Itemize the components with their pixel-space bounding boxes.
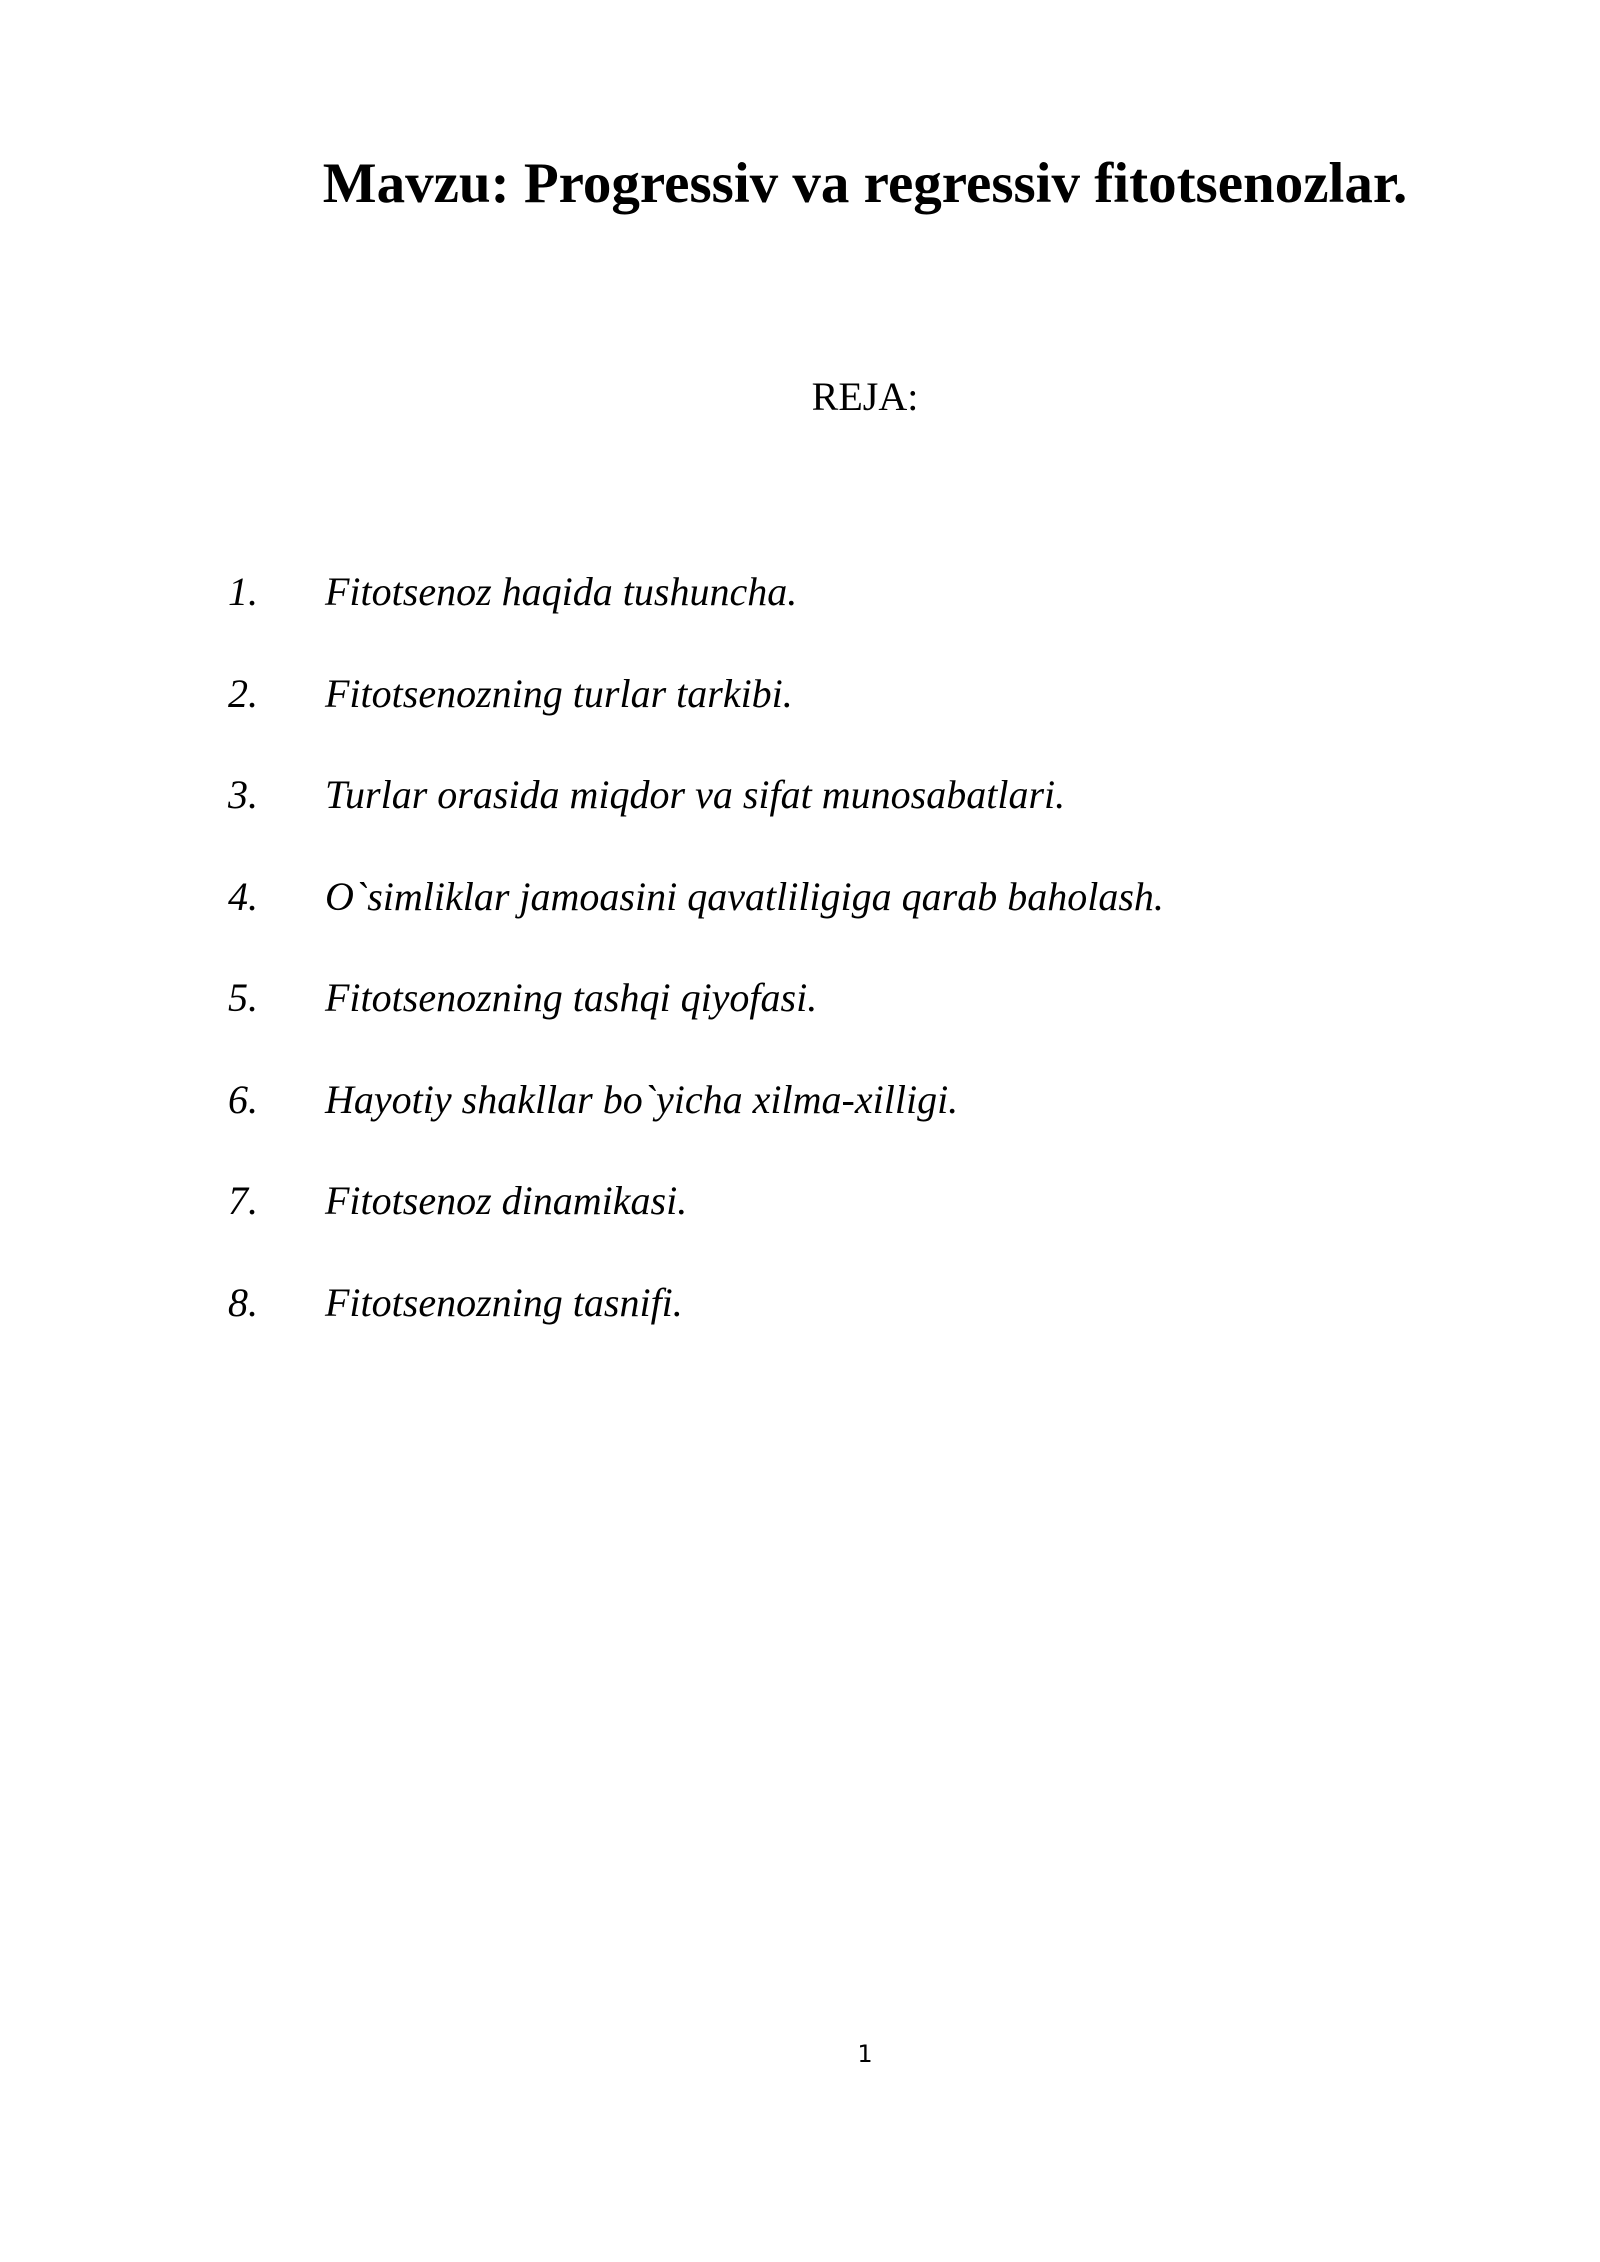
plan-item-text: Fitotsenozning tashqi qiyofasi.	[325, 975, 818, 1020]
plan-item-number: 5.	[228, 975, 258, 1020]
plan-item-text: Fitotsenoz haqida tushuncha.	[325, 569, 798, 614]
plan-item-text: Fitotsenozning turlar tarkibi.	[325, 670, 793, 716]
plan-item-number: 3.	[228, 772, 258, 817]
plan-item-number: 2.	[228, 670, 258, 716]
plan-item-text: Turlar orasida miqdor va sifat munosabatlari.	[325, 772, 1066, 817]
plan-item-number: 8.	[228, 1279, 258, 1325]
page-title: Mavzu: Progressiv va regressiv fitotsenozlar.	[322, 152, 1408, 215]
plan-item-number: 1.	[228, 569, 258, 614]
plan-item-text: Fitotsenoz dinamikasi.	[325, 1178, 688, 1223]
plan-heading: REJA:	[811, 374, 919, 419]
plan-item-number: 7.	[228, 1178, 258, 1223]
plan-item-text: O`simliklar jamoasini qavatliligiga qarab baholash.	[325, 873, 1164, 919]
page-number: 1	[857, 2040, 873, 2068]
plan-item-number: 4.	[228, 873, 258, 919]
plan-item-number: 6.	[228, 1076, 258, 1122]
plan-item-text: Fitotsenozning tasnifi.	[325, 1279, 683, 1325]
plan-item-text: Hayotiy shakllar bo`yicha xilma-xilligi.	[325, 1076, 959, 1122]
